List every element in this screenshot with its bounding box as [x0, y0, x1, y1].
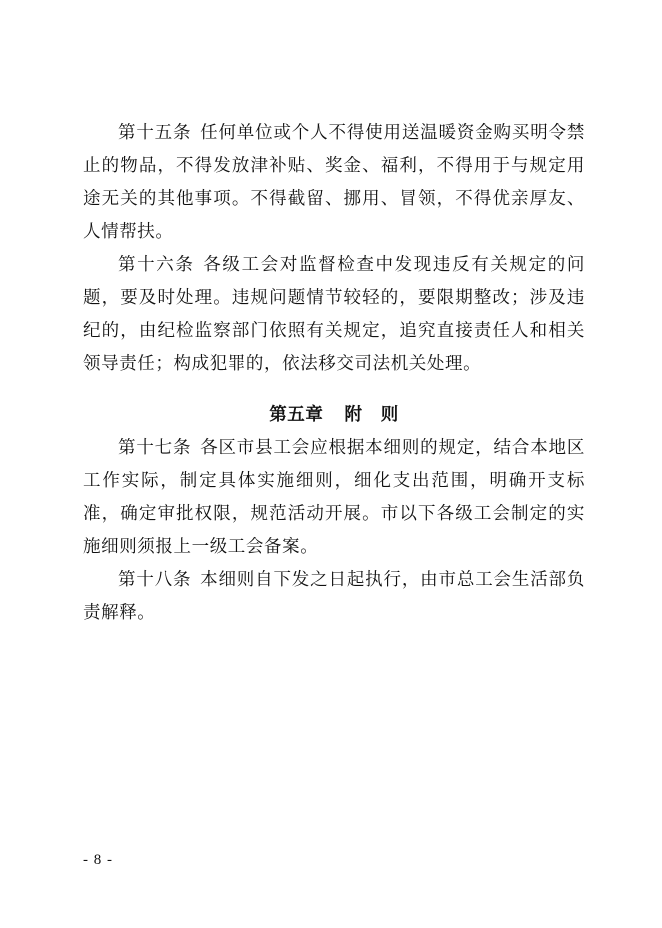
chapter-heading	[83, 399, 585, 432]
article-17	[83, 432, 585, 564]
article-15	[83, 117, 585, 249]
article-16	[83, 249, 585, 381]
article-number: 第十八条	[118, 570, 192, 590]
article-text: 任何单位或个人不得使用送温暖资金购买明令禁止的物品，不得发放津补贴、奖金、福利，不得用于与规定用途无关的其他事项。不得截留、挪用、冒领，不得优亲厚友、人情帮扶。	[83, 123, 585, 242]
article-text: 各区市县工会应根据本细则的规定，结合本地区工作实际，制定具体实施细则，细化支出范围，明确开支标准，确定审批权限，规范活动开展。市以下各级工会制定的实施细则须报上一级工会备案。	[83, 438, 585, 557]
document-body	[83, 117, 585, 630]
article-text: 各级工会对监督检查中发现违反有关规定的问题，要及时处理。违规问题情节较轻的，要限期整改；涉及违纪的，由纪检监察部门依照有关规定，追究直接责任人和相关领导责任；构成犯罪的，依法移交司法机关处理。	[83, 255, 585, 374]
chapter-number: 第五章	[269, 405, 324, 425]
article-number: 第十五条	[118, 123, 192, 143]
article-text: 本细则自下发之日起执行，由市总工会生活部负责解释。	[83, 570, 585, 623]
article-number: 第十七条	[118, 438, 192, 458]
chapter-title: 附 则	[344, 405, 399, 425]
page-number: - 8 -	[83, 852, 113, 868]
article-18	[83, 564, 585, 630]
article-number: 第十六条	[118, 255, 195, 275]
